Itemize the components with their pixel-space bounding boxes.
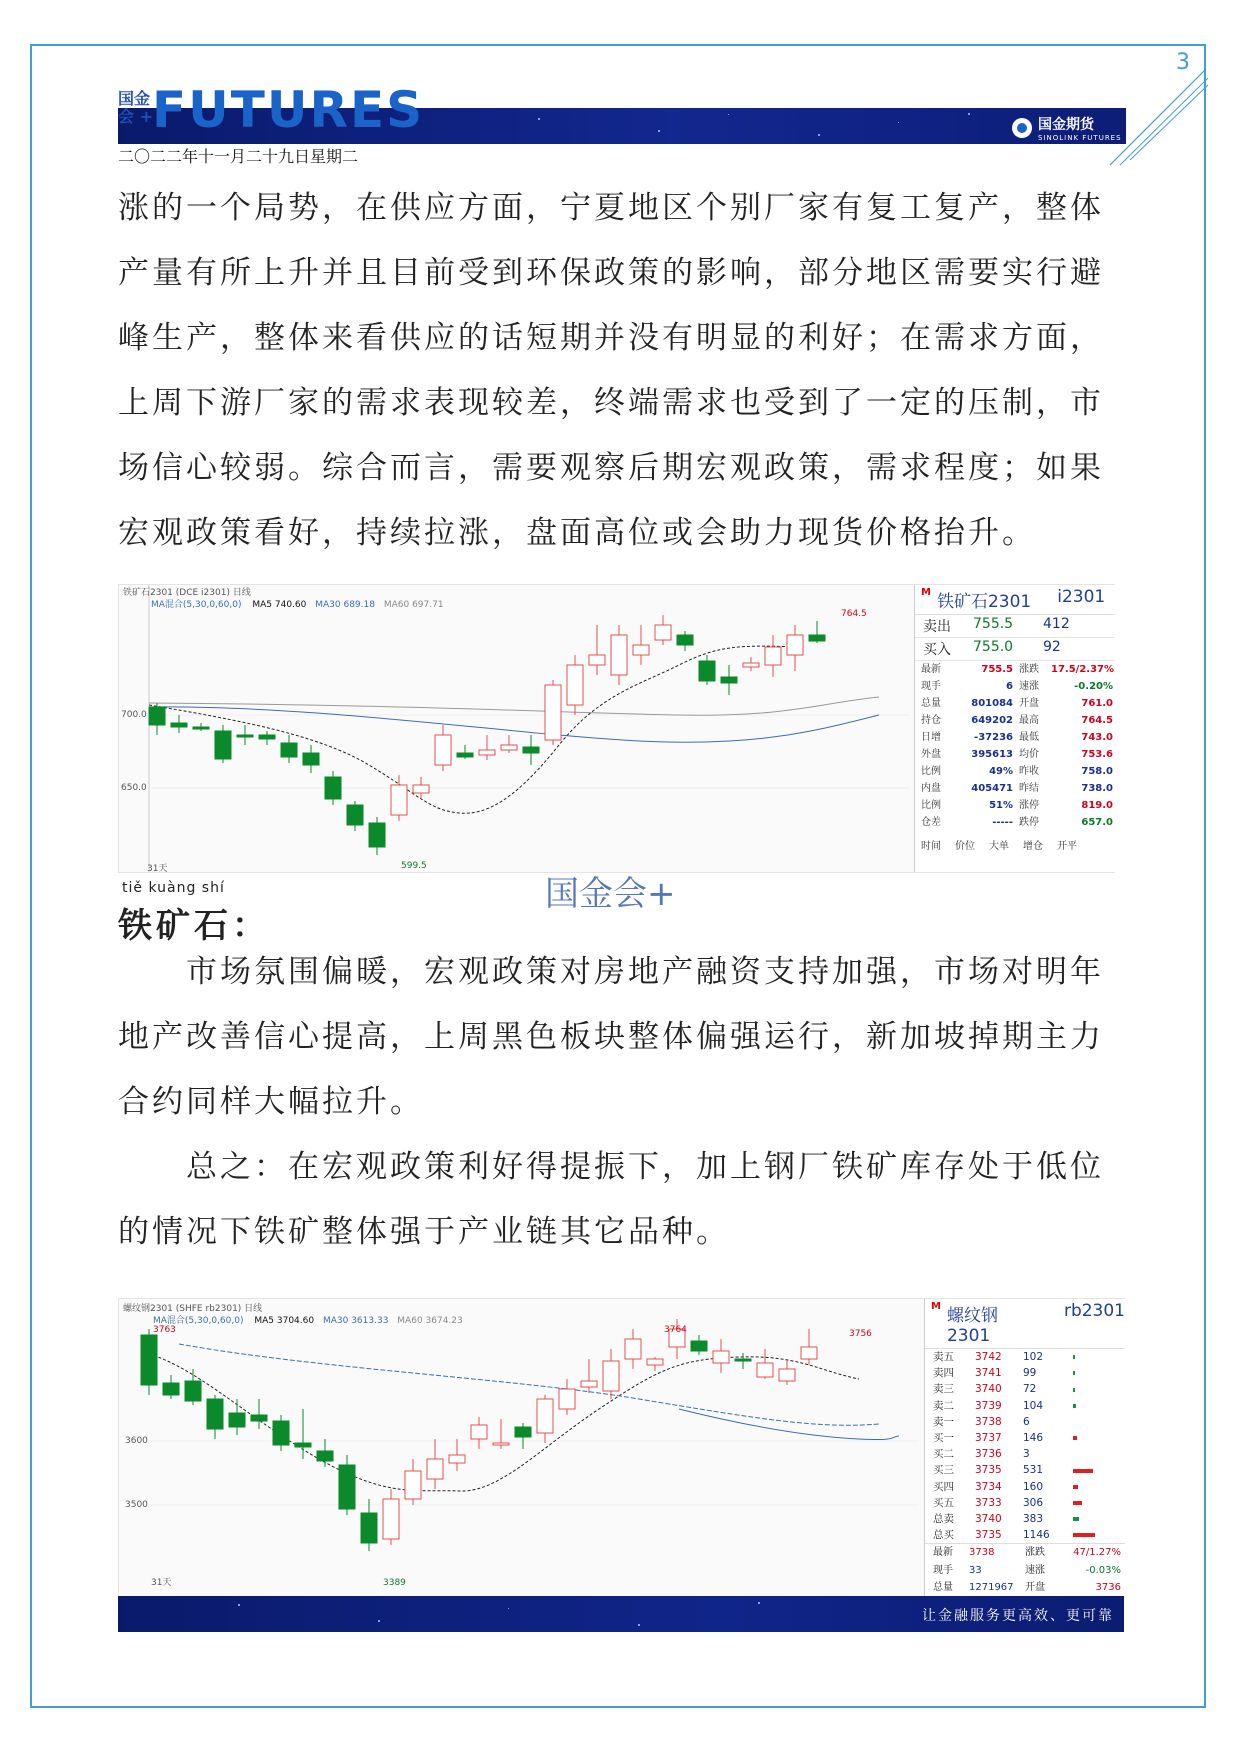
candle-body — [405, 1471, 421, 1499]
quote1-sell-label: 卖出 — [923, 619, 951, 635]
chart2-ma30: MA30 3613.33 — [322, 1316, 389, 1326]
brand-circle-icon — [1012, 118, 1032, 138]
orderbook-label: 总买 — [933, 1529, 954, 1542]
orderbook-volume: 1146 — [1023, 1529, 1050, 1542]
brand-logo: 国金期货 SINOLINK FUTURES — [1012, 114, 1122, 142]
chart2-ma5: MA5 3704.60 — [254, 1316, 315, 1326]
corner-decoration — [1110, 30, 1210, 170]
quote1-value: -0.20% — [1074, 681, 1113, 692]
quote1-label: 日增 — [921, 732, 941, 743]
quote1-value: 51% — [989, 800, 1013, 811]
orderbook-row — [925, 1446, 1125, 1462]
quote2-label: 最新 — [933, 1547, 953, 1559]
candle-body — [625, 1339, 641, 1359]
quote1-value: 801084 — [971, 698, 1013, 709]
candle-body — [325, 777, 341, 799]
quote1-row — [915, 763, 1115, 780]
chart2-ytick-3500: 3500 — [125, 1500, 148, 1510]
chart2-high-left: 3763 — [153, 1325, 176, 1335]
quote1-value: -37236 — [974, 732, 1013, 743]
quote1-value: 395613 — [971, 749, 1013, 760]
candle-body — [581, 1381, 597, 1387]
candle-body — [207, 1399, 223, 1429]
quote1-label: 开盘 — [1019, 698, 1039, 709]
orderbook-volume: 531 — [1023, 1464, 1044, 1477]
candle-body — [501, 745, 517, 750]
iron-ore-candles-svg — [119, 585, 909, 872]
quote1-label: 最高 — [1019, 715, 1039, 726]
chart2-ma60: MA60 3674.23 — [397, 1316, 463, 1326]
quote1-value: 764.5 — [1081, 715, 1113, 726]
orderbook-volume-bar — [1073, 1388, 1075, 1392]
quote1-label: 最新 — [921, 664, 941, 675]
candle-body — [779, 1369, 795, 1381]
quote1-label: 均价 — [1019, 749, 1039, 760]
quote1-label: 跌停 — [1019, 817, 1039, 828]
paragraph-1: 涨的一个局势，在供应方面，宁夏地区个别厂家有复工复产，整体产量有所上升并且目前受到环保政策的影响，部分地区需要实行避峰生产，整体来看供应的话短期并没有明显的利好；在需求方面，上周下游厂家的需求表现较差，终端需求也受到了一定的压制，市场信心较弱。综合而言，需要观察后期宏观政策，需求程度；如果宏观政策看好，持续拉涨，盘面高位或会助力现货价格抬升。 — [118, 190, 1104, 551]
candle-body — [633, 645, 649, 655]
orderbook-row — [925, 1365, 1125, 1381]
orderbook-label: 卖四 — [933, 1367, 954, 1380]
chart1-ma5: MA5 740.60 — [252, 600, 307, 610]
candle-body — [589, 655, 605, 665]
quote2-value: 1271967 — [969, 1582, 1014, 1594]
quote1-buy-price: 755.0 — [973, 639, 1014, 655]
quote2-title — [925, 1299, 1125, 1349]
quote1-footer — [915, 831, 1115, 858]
orderbook-label: 买五 — [933, 1496, 954, 1509]
quote2-row — [925, 1544, 1125, 1562]
quote1-value: 819.0 — [1081, 800, 1113, 811]
quote2-name: 螺纹钢2301 — [946, 1306, 998, 1346]
quote1-label: 昨收 — [1019, 766, 1039, 777]
quote1-value: ----- — [992, 817, 1013, 828]
quote1-name: 铁矿石2301 — [936, 592, 1032, 612]
quote1-buy-vol: 92 — [1043, 639, 1061, 655]
orderbook-row — [925, 1495, 1125, 1511]
candle-body — [545, 685, 561, 740]
candle-body — [281, 743, 297, 757]
candle-body — [391, 785, 407, 815]
candle-body — [369, 823, 385, 847]
quote1-footer-label: 时间 — [921, 841, 941, 852]
quote2-value: 47/1.27% — [1073, 1547, 1121, 1559]
orderbook-price: 3739 — [975, 1399, 1002, 1412]
candle-body — [757, 1363, 773, 1377]
section-title-iron-ore: 铁矿石： — [118, 906, 270, 946]
candle-body — [193, 727, 209, 729]
candle-body — [295, 1443, 311, 1447]
candle-body — [229, 1413, 245, 1427]
orderbook-price: 3733 — [975, 1496, 1002, 1509]
quote1-value: 753.6 — [1081, 749, 1113, 760]
quote1-row — [915, 780, 1115, 797]
candle-body — [699, 661, 715, 681]
orderbook-volume-bar — [1073, 1533, 1095, 1537]
quote1-buy-row — [915, 638, 1115, 661]
quote1-value: 49% — [989, 766, 1013, 777]
quote1-code: i2301 — [1057, 587, 1106, 607]
quote1-title — [915, 585, 1115, 615]
candle-body — [611, 635, 627, 675]
quote1-value: 405471 — [971, 783, 1013, 794]
orderbook-price: 3740 — [975, 1513, 1002, 1526]
orderbook-volume: 72 — [1023, 1383, 1037, 1396]
chart2-ma-label: MA混合(5,30,0,60,0) — [153, 1316, 244, 1326]
candle-body — [735, 1359, 751, 1361]
orderbook-price: 3734 — [975, 1480, 1002, 1493]
quote1-label: 比例 — [921, 766, 941, 777]
footer-slogan: 让金融服务更高效、更可靠 — [922, 1608, 1114, 1624]
quote1-footer-label: 开平 — [1057, 841, 1077, 852]
quote1-value: 758.0 — [1081, 766, 1113, 777]
quote1-sell-vol: 412 — [1043, 616, 1070, 632]
orderbook-label: 卖三 — [933, 1383, 954, 1396]
quote1-label: 持仓 — [921, 715, 941, 726]
candle-body — [721, 677, 737, 683]
candle-body — [603, 1361, 619, 1391]
orderbook-label: 卖一 — [933, 1415, 954, 1428]
candle-body — [449, 1455, 465, 1463]
quote1-sell-row — [915, 615, 1115, 638]
orderbook-volume: 3 — [1023, 1448, 1030, 1461]
chart2-high-right: 3756 — [849, 1329, 872, 1339]
chart1-days: 31天 — [147, 864, 168, 874]
quote1-label: 仓差 — [921, 817, 941, 828]
orderbook-volume: 306 — [1023, 1496, 1044, 1509]
quote1-value: 649202 — [971, 715, 1013, 726]
quote1-value: 743.0 — [1081, 732, 1113, 743]
chart1-ma-label: MA混合(5,30,0,60,0) — [151, 600, 242, 610]
quote1-buy-label: 买入 — [923, 642, 951, 658]
quote2-row — [925, 1579, 1125, 1597]
quote1-label: 最低 — [1019, 732, 1039, 743]
quote1-label: 内盘 — [921, 783, 941, 794]
quote1-value: 755.5 — [981, 664, 1013, 675]
quote1-row — [915, 814, 1115, 831]
chart1-title: 铁矿石2301 (DCE i2301) 日线 — [123, 588, 251, 598]
orderbook-row — [925, 1527, 1125, 1543]
orderbook-label: 买四 — [933, 1480, 954, 1493]
logo-futures: FUTURES — [152, 81, 425, 139]
quote1-row — [915, 678, 1115, 695]
quote1-footer-label: 大单 — [989, 841, 1009, 852]
iron-ore-chart — [118, 584, 1115, 873]
rebar-chart — [118, 1298, 1125, 1598]
quote1-label: 昨结 — [1019, 783, 1039, 794]
chart1-high-label: 764.5 — [841, 609, 867, 619]
candle-body — [339, 1465, 355, 1509]
candle-body — [317, 1451, 333, 1461]
chart1-low-label: 599.5 — [401, 861, 427, 871]
orderbook-price: 3742 — [975, 1351, 1002, 1363]
orderbook-volume: 104 — [1023, 1399, 1044, 1412]
orderbook-label: 买三 — [933, 1464, 954, 1477]
quote2-label: 涨跌 — [1025, 1547, 1045, 1559]
chart2-title: 螺纹钢2301 (SHFE rb2301) 日线 — [123, 1304, 263, 1314]
orderbook-row — [925, 1430, 1125, 1446]
chart2-high-mid: 3764 — [664, 1325, 687, 1335]
quote2-label: 速涨 — [1025, 1564, 1045, 1576]
candle-body — [163, 1383, 179, 1395]
candle-body — [567, 665, 583, 705]
chart2-ytick-3600: 3600 — [125, 1436, 148, 1446]
orderbook-volume: 99 — [1023, 1367, 1037, 1380]
orderbook-volume-bar — [1073, 1517, 1079, 1521]
candle-body — [347, 805, 363, 825]
candle-body — [259, 735, 275, 739]
candle-body — [171, 723, 187, 727]
quote1-sell-price: 755.5 — [973, 616, 1014, 632]
orderbook-row — [925, 1479, 1125, 1495]
candle-body — [361, 1513, 377, 1543]
orderbook-volume-bar — [1073, 1469, 1093, 1473]
report-date: 二〇二二年十一月二十九日星期二 — [118, 147, 359, 166]
orderbook-price: 3735 — [975, 1464, 1002, 1477]
quote1-row — [915, 746, 1115, 763]
candle-body — [435, 735, 451, 765]
paragraph-2: 市场氛围偏暖，宏观政策对房地产融资支持加强，市场对明年地产改善信心提高，上周黑色板块整体偏强运行，新加坡掉期主力合约同样大幅拉升。 — [118, 954, 1104, 1120]
orderbook-volume: 146 — [1023, 1432, 1044, 1445]
rebar-candles-svg — [119, 1299, 919, 1597]
candle-body — [251, 1415, 267, 1421]
chart1-ytick-700: 700.0 — [121, 710, 147, 720]
quote1-value: 761.0 — [1081, 698, 1113, 709]
chart2-days: 31天 — [151, 1578, 172, 1588]
candle-body — [647, 1359, 663, 1365]
quote1-label: 现手 — [921, 681, 941, 692]
chart1-ma-legend — [151, 597, 444, 610]
candle-body — [237, 735, 253, 737]
chart1-ytick-650: 650.0 — [121, 783, 147, 793]
quote1-row — [915, 695, 1115, 712]
orderbook-label: 卖五 — [933, 1351, 954, 1363]
quote1-footer-label: 价位 — [955, 841, 975, 852]
orderbook-label: 总卖 — [933, 1513, 954, 1526]
orderbook-volume-bar — [1073, 1501, 1082, 1505]
quote1-footer-label: 增仓 — [1023, 841, 1043, 852]
quote1-value: 6 — [1006, 681, 1013, 692]
candle-body — [273, 1421, 289, 1445]
orderbook-price: 3737 — [975, 1432, 1002, 1445]
orderbook-volume-bar — [1073, 1436, 1077, 1440]
candle-body — [149, 707, 165, 725]
candle-body — [743, 663, 759, 667]
candle-body — [523, 747, 539, 753]
quote2-orderbook — [925, 1349, 1125, 1543]
quote2-value: 3738 — [969, 1547, 995, 1559]
chart1-ma60: MA60 697.71 — [383, 600, 444, 610]
iron-ore-quote-panel — [914, 585, 1115, 872]
candle-body — [471, 1425, 487, 1439]
quote1-label: 涨停 — [1019, 800, 1039, 811]
candle-body — [215, 731, 231, 759]
orderbook-volume-bar — [1073, 1371, 1075, 1375]
candle-body — [427, 1459, 443, 1479]
quote2-row — [925, 1562, 1125, 1580]
orderbook-volume: 160 — [1023, 1480, 1044, 1493]
candle-body — [809, 635, 825, 641]
candle-body — [655, 625, 671, 640]
candle-body — [479, 750, 495, 755]
page-number: 3 — [1176, 50, 1190, 75]
quote1-label: 速涨 — [1019, 681, 1039, 692]
candle-body — [515, 1427, 531, 1437]
candle-body — [787, 635, 803, 655]
candle-body — [413, 785, 429, 793]
quote2-value: 33 — [969, 1564, 982, 1576]
orderbook-row — [925, 1414, 1125, 1430]
candle-body — [303, 753, 319, 765]
quote2-label: 开盘 — [1025, 1582, 1045, 1594]
quote1-label: 总量 — [921, 698, 941, 709]
orderbook-volume-bar — [1073, 1485, 1078, 1489]
quote2-value: -0.03% — [1085, 1564, 1121, 1576]
logo-cn: 国金 会 + — [118, 89, 153, 126]
quote1-value: 738.0 — [1081, 783, 1113, 794]
orderbook-row — [925, 1462, 1125, 1478]
orderbook-row — [925, 1381, 1125, 1397]
orderbook-volume: 383 — [1023, 1513, 1044, 1526]
quote2-label: 现手 — [933, 1564, 953, 1576]
orderbook-label: 买二 — [933, 1448, 954, 1461]
chart1-ma30: MA30 689.18 — [315, 600, 375, 610]
orderbook-label: 卖二 — [933, 1399, 954, 1412]
quote1-row — [915, 729, 1115, 746]
orderbook-volume-bar — [1073, 1404, 1076, 1408]
quote1-m: M — [921, 587, 931, 598]
quote2-m: M — [931, 1301, 941, 1312]
quote1-label: 比例 — [921, 800, 941, 811]
orderbook-volume-bar — [1073, 1355, 1075, 1359]
quote2-code: rb2301 — [1063, 1301, 1125, 1321]
candle-body — [457, 753, 473, 757]
candle-body — [691, 1341, 707, 1351]
orderbook-price: 3740 — [975, 1383, 1002, 1396]
quote1-label: 涨跌 — [1019, 664, 1039, 675]
footer-banner — [118, 1596, 1124, 1632]
watermark: 国金会+ — [545, 874, 676, 914]
candle-body — [383, 1499, 399, 1539]
orderbook-row — [925, 1398, 1125, 1414]
orderbook-price: 3741 — [975, 1367, 1002, 1380]
section-pinyin: tiě kuàng shí — [122, 880, 225, 896]
quote2-value: 3736 — [1095, 1582, 1121, 1594]
quote1-value: 657.0 — [1081, 817, 1113, 828]
candle-body — [801, 1347, 817, 1359]
candle-body — [537, 1399, 553, 1433]
quote1-row — [915, 661, 1115, 678]
quote1-row — [915, 712, 1115, 729]
chart2-low-label: 3389 — [383, 1578, 406, 1588]
quote1-row — [915, 797, 1115, 814]
paragraph-3: 总之：在宏观政策利好得提振下，加上钢厂铁矿库存处于低位的情况下铁矿整体强于产业链其它品种。 — [118, 1149, 1104, 1250]
candle-body — [141, 1335, 157, 1385]
orderbook-price: 3738 — [975, 1415, 1002, 1428]
candle-body — [713, 1351, 729, 1363]
candle-body — [493, 1443, 509, 1445]
orderbook-price: 3735 — [975, 1529, 1002, 1542]
quote2-label: 总量 — [933, 1582, 953, 1594]
orderbook-label: 买一 — [933, 1432, 954, 1445]
orderbook-volume: 102 — [1023, 1351, 1044, 1363]
chart2-ma-legend — [153, 1313, 463, 1326]
quote1-label: 外盘 — [921, 749, 941, 760]
candle-body — [677, 635, 693, 645]
quote1-value: 17.5/2.37% — [1051, 664, 1115, 675]
candle-body — [185, 1381, 201, 1401]
orderbook-price: 3736 — [975, 1448, 1002, 1461]
quote1-stats — [915, 661, 1115, 831]
orderbook-volume: 6 — [1023, 1415, 1030, 1428]
orderbook-row — [925, 1349, 1125, 1365]
rebar-quote-panel — [924, 1299, 1125, 1597]
candle-body — [765, 647, 781, 665]
candle-body — [559, 1389, 575, 1409]
orderbook-row — [925, 1511, 1125, 1527]
